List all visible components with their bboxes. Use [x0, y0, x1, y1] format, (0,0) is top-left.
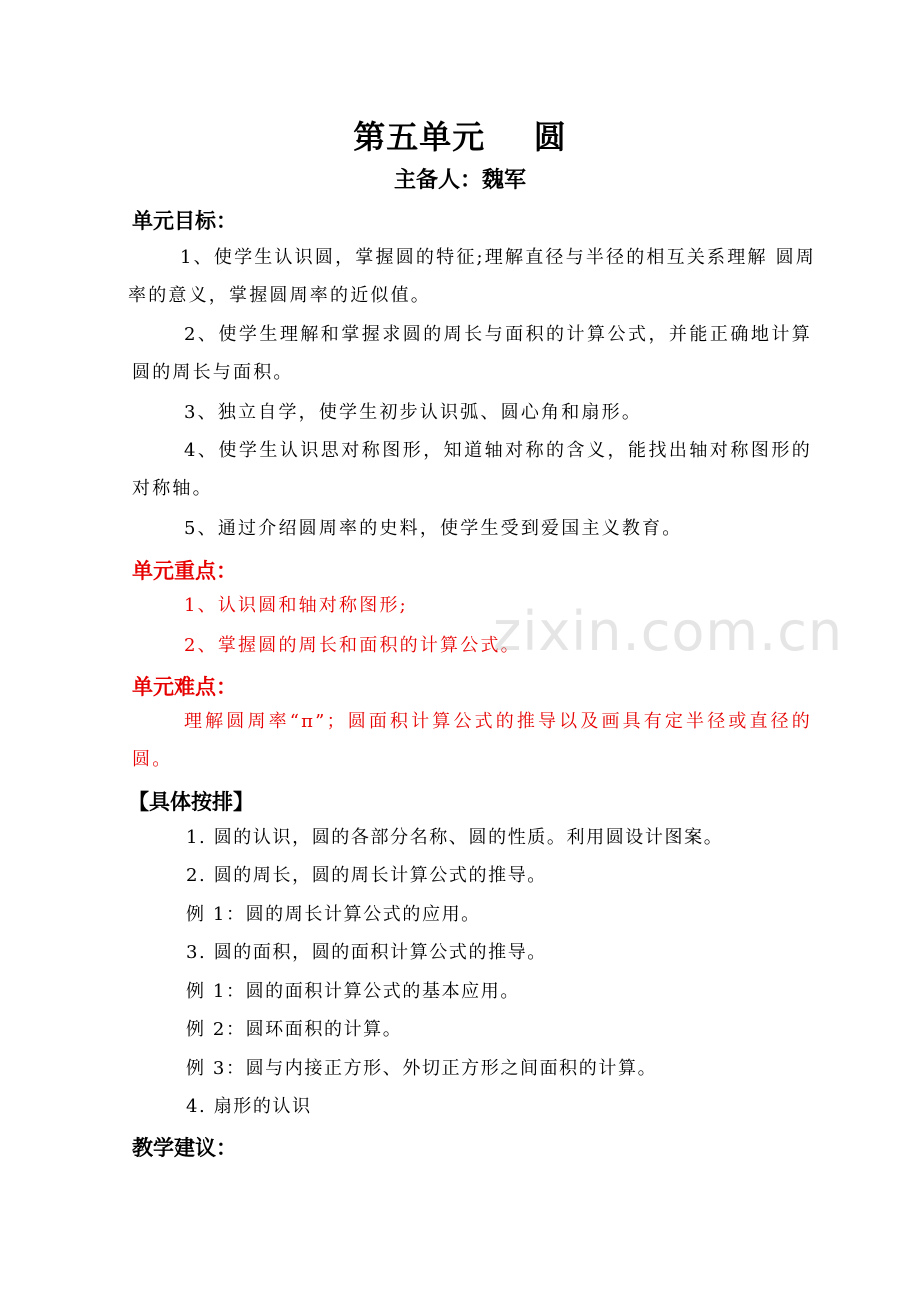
schedule-item-5: 例 1：圆的面积计算公式的基本应用。 — [186, 981, 520, 1002]
watermark: zixin.com.cn — [493, 600, 844, 663]
difficulties-text: 理解圆周率“π”；圆面积计算公式的推导以及画具有定半径或直径的圆。 — [132, 711, 812, 770]
difficulties-heading: 单元难点： — [132, 675, 237, 699]
key-point-item-2: 2、掌握圆的周长和面积的计算公式。 — [184, 635, 521, 656]
goal-item-3: 3、独立自学，使学生初步认识弧、圆心角和扇形。 — [184, 402, 643, 423]
key-points-heading: 单元重点： — [132, 559, 237, 583]
goals-heading: 单元目标： — [132, 209, 237, 233]
suggestions-heading: 教学建议： — [132, 1136, 237, 1160]
schedule-item-3: 例 1：圆的周长计算公式的应用。 — [186, 904, 481, 925]
schedule-item-8: 4. 扇形的认识 — [186, 1096, 312, 1117]
key-point-item-1: 1、认识圆和轴对称图形; — [184, 595, 408, 616]
goal-item-2: 2、使学生理解和掌握求圆的周长与面积的计算公式，并能正确地计算圆的周长与面积。 — [132, 324, 812, 383]
page-title: 第五单元 圆 — [353, 118, 567, 156]
author-line: 主备人：魏军 — [393, 168, 526, 193]
goal-item-5: 5、通过介绍圆周率的史料，使学生受到爱国主义教育。 — [184, 518, 683, 539]
schedule-item-7: 例 3：圆与内接正方形、外切正方形之间面积的计算。 — [186, 1058, 658, 1079]
schedule-item-2: 2. 圆的周长，圆的周长计算公式的推导。 — [186, 865, 547, 886]
schedule-item-1: 1. 圆的认识，圆的各部分名称、圆的性质。利用圆设计图案。 — [186, 827, 724, 848]
schedule-item-6: 例 2：圆环面积的计算。 — [186, 1019, 403, 1040]
schedule-heading: 【具体按排】 — [128, 790, 254, 814]
goal-item-4: 4、使学生认识思对称图形，知道轴对称的含义，能找出轴对称图形的对称轴。 — [132, 440, 812, 499]
schedule-item-4: 3. 圆的面积，圆的面积计算公式的推导。 — [186, 942, 547, 963]
goal-item-1: 1、使学生认识圆，掌握圆的特征;理解直径与半径的相互关系理解 圆周率的意义，掌握圆周率的近似值。 — [128, 247, 816, 306]
